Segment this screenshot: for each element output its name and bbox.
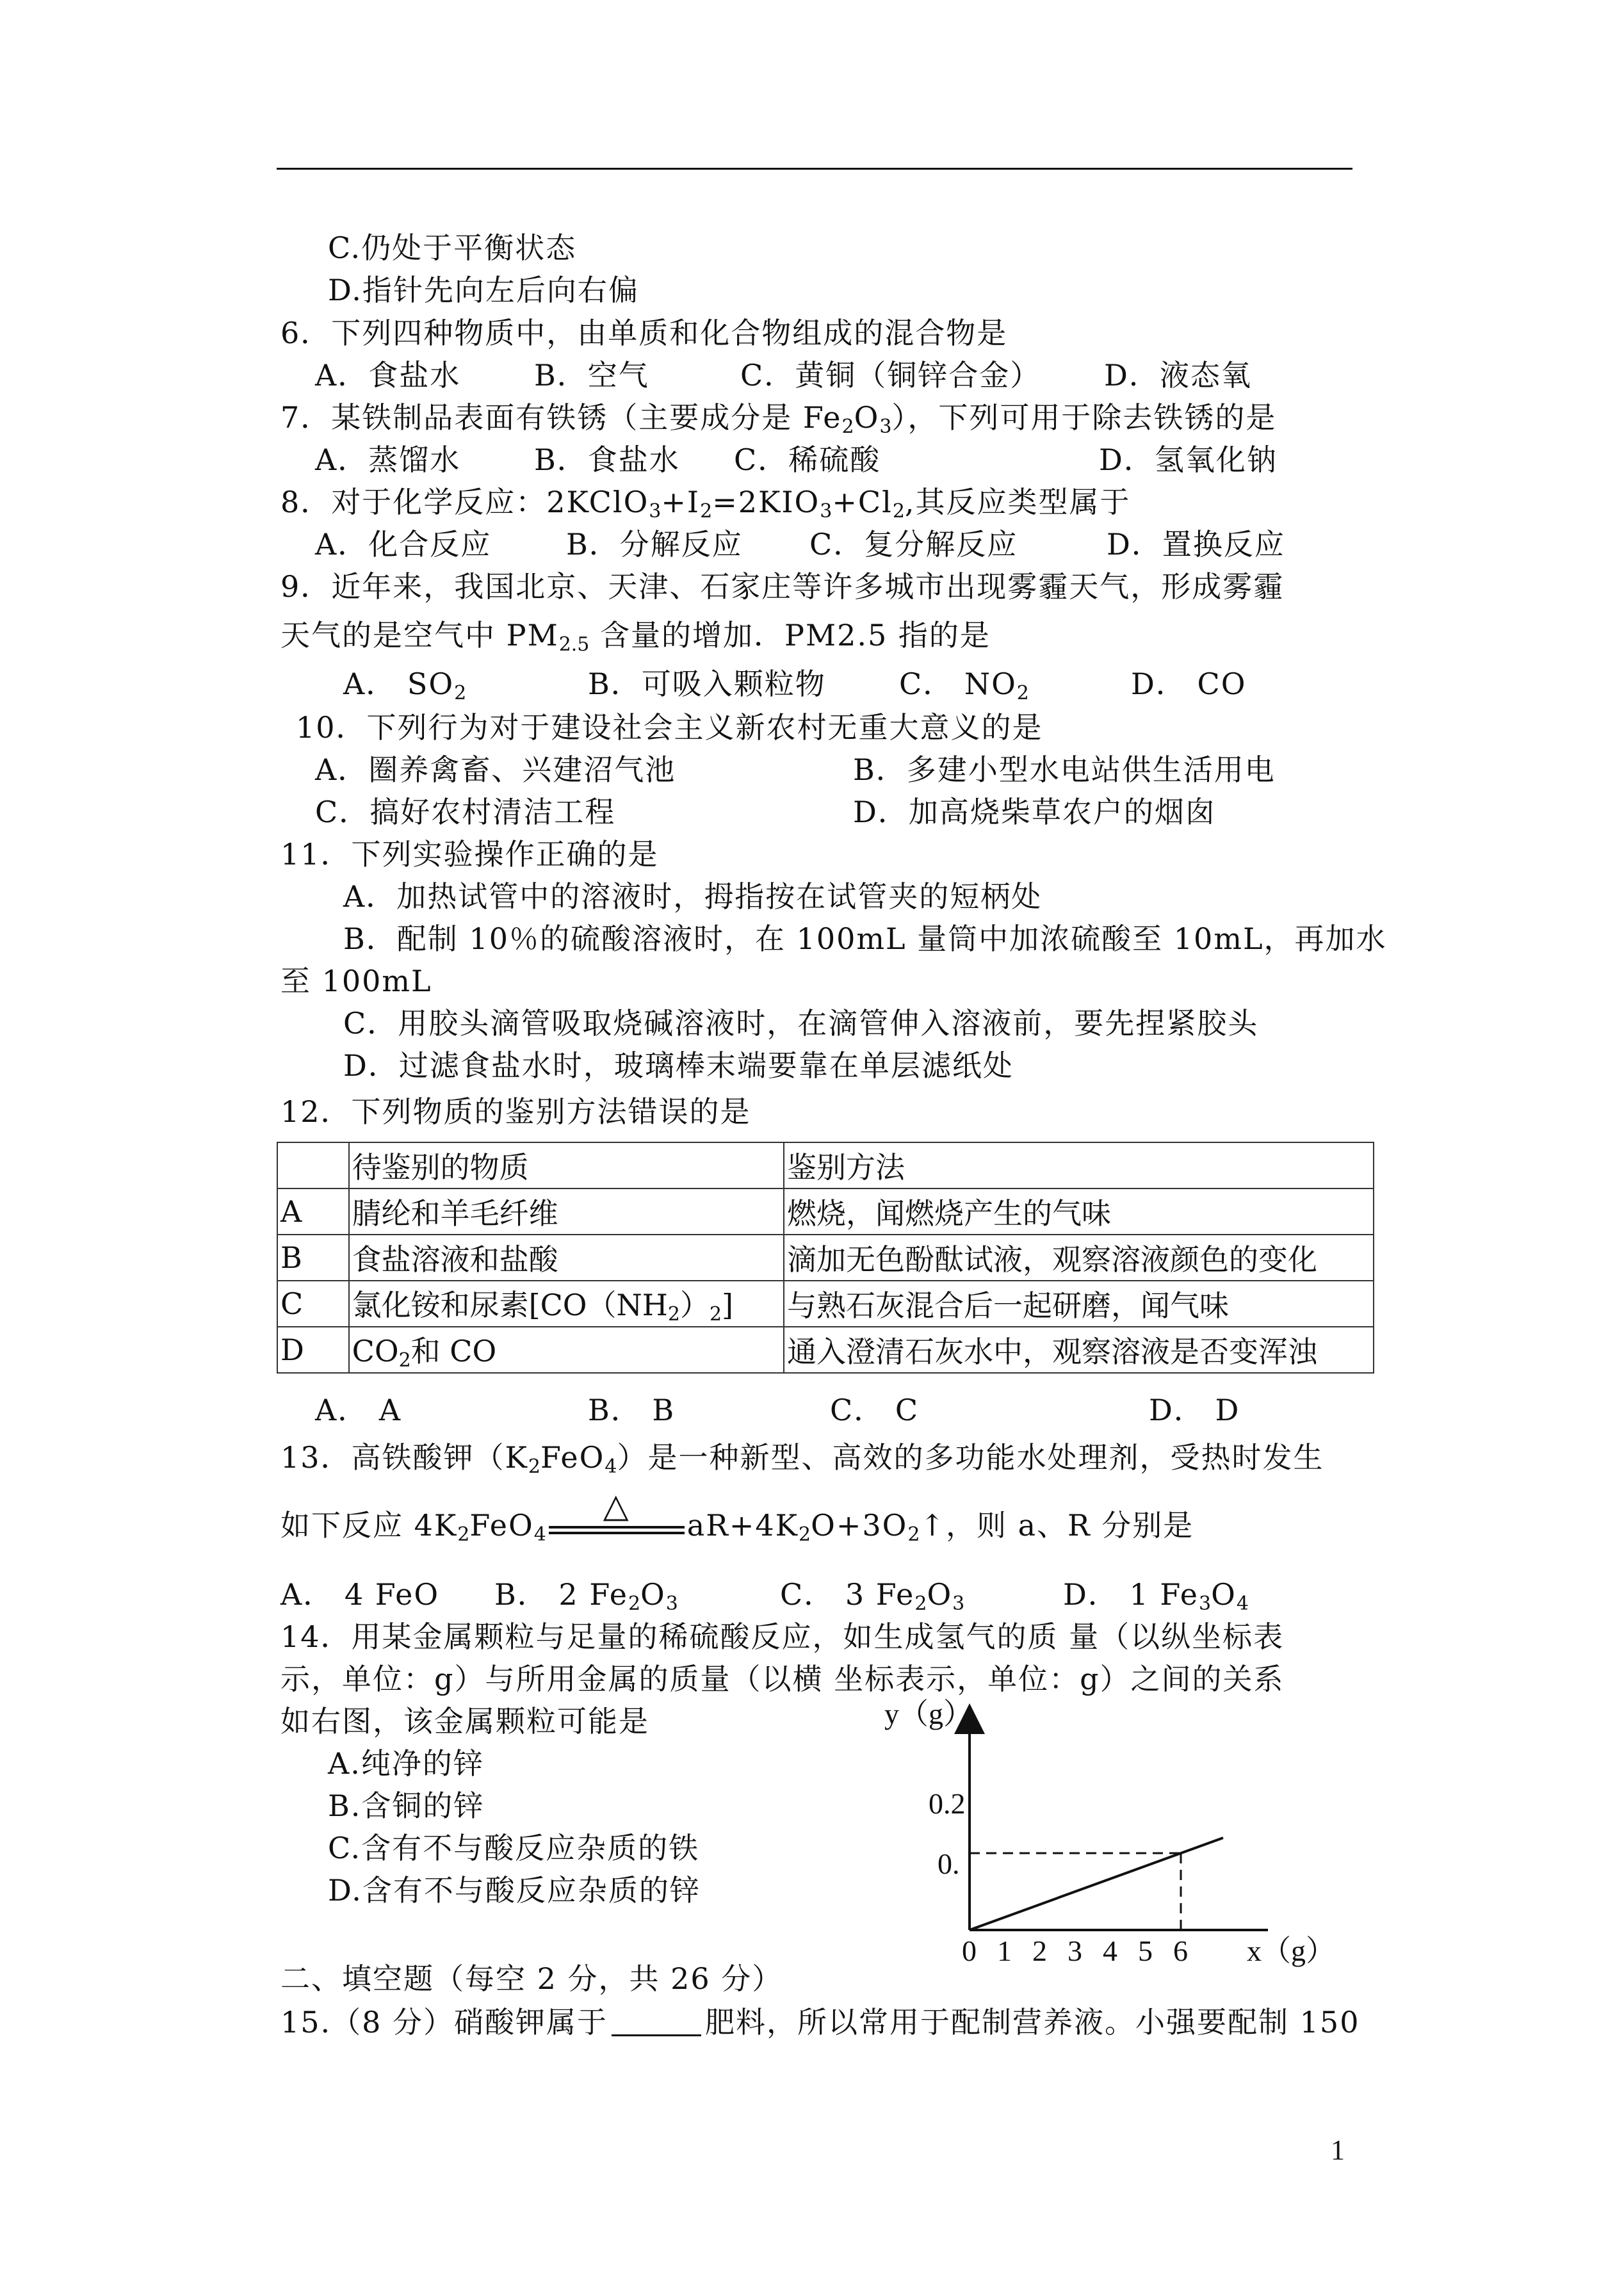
q8-option-b: B．分解反应 (566, 527, 743, 562)
x-tick-labels (962, 1934, 1188, 1967)
section-2-title: 二、填空题（每空 2 分，共 26 分） (280, 1961, 783, 1996)
table-cell-substance: 食盐溶液和盐酸 (349, 1235, 784, 1281)
y-tick-label: 0.2 (929, 1787, 966, 1820)
q13-stem-1: 13．高铁酸钾$(K_2FeO_4)$是一种新型、高效的多功能水处理剂，受热时发生 (280, 1440, 1324, 1478)
q6-option-b: B．空气 (534, 358, 649, 393)
x-tick-label: 5 (1138, 1934, 1153, 1967)
q14-stem-3: 如右图，该金属颗粒可能是 (280, 1704, 649, 1739)
q7-options (315, 441, 1278, 479)
q5-option-c: C.仍处于平衡状态 (328, 231, 577, 265)
q8-stem: 8．对于化学反应：$2KClO_3+I_2=2KIO_3+Cl_2$,其反应类型属于 (280, 485, 1131, 523)
table-cell (277, 1142, 349, 1188)
q14-option-c: C.含有不与酸反应杂质的铁 (328, 1831, 700, 1865)
q6-stem: 6．下列四种物质中，由单质和化合物组成的混合物是 (280, 316, 1008, 350)
header-rule (277, 168, 1352, 170)
q6-option-a: A．食盐水 (315, 358, 461, 393)
table-cell-method: 燃烧，闻燃烧产生的气味 (784, 1188, 1374, 1235)
q11-option-a: A．加热试管中的溶液时，拇指按在试管夹的短柄处 (343, 879, 1043, 914)
q11-option-c: C．用胶头滴管吸取烧碱溶液时，在滴管伸入溶液前，要先捏紧胶头 (343, 1006, 1259, 1041)
q7-stem: 7．某铁制品表面有铁锈（主要成分是 $Fe_2O_3$），下列可用于除去铁锈的是 (280, 400, 1277, 438)
x-tick-label: 6 (1173, 1934, 1188, 1967)
q10-options-row1 (315, 750, 1276, 789)
table-cell-method: 与熟石灰混合后一起研磨，闻气味 (784, 1281, 1374, 1327)
q10-option-b: B．多建小型水电站供生活用电 (853, 752, 1276, 787)
q9-option-a: A． $SO_2$ (343, 667, 467, 704)
q9-stem-1: 9．近年来，我国北京、天津、石家庄等许多城市出现雾霾天气，形成雾霾 (280, 569, 1285, 604)
q10-stem: 10．下列行为对于建设社会主义新农村无重大意义的是 (296, 710, 1043, 745)
q15-answer-blank[interactable] (612, 2006, 701, 2036)
q9-stem-2: 天气的是空气中 $PM_{2.5}$ 含量的增加．PM2.5 指的是 (280, 618, 991, 656)
x-tick-label: 2 (1032, 1934, 1047, 1967)
table-cell-substance: 氯化铵和尿素$[CO(NH_2)_2]$ (349, 1281, 784, 1327)
chart-series (970, 1838, 1223, 1930)
table-cell-substance: 腈纶和羊毛纤维 (349, 1188, 784, 1235)
table-cell-label: B (277, 1235, 349, 1281)
q14-graph (884, 1697, 1370, 1966)
q6-option-d: D．液态氧 (1104, 358, 1252, 393)
q13-option-c: C． 3 $Fe_2O_3$ (780, 1577, 965, 1615)
q6-option-c: C．黄铜（铜锌合金） (740, 358, 1041, 393)
q6-options (315, 356, 1252, 394)
heat-reaction-arrow (549, 1487, 685, 1545)
q14-option-b: B.含铜的锌 (328, 1788, 485, 1823)
q14-stem-2: 示，单位：g）与所用金属的质量（以横 坐标表示，单位：g）之间的关系 (280, 1662, 1285, 1696)
y-tick-label: 0. (938, 1847, 960, 1880)
q13-option-a: A． 4 FeO (280, 1577, 440, 1612)
q10-option-d: D．加高烧柴草农户的烟囱 (853, 795, 1216, 829)
q13-stem-2: 如下反应 $4K_2FeO_4$ △ $aR+4K_2O+3O_2↑$，则 a、R 分别是 (280, 1487, 1194, 1546)
table-header-method: 鉴别方法 (784, 1142, 1374, 1188)
q7-option-a: A．蒸馏水 (315, 442, 461, 477)
q8-option-c: C．复分解反应 (809, 527, 1018, 562)
q10-option-a: A．圈养禽畜、兴建沼气池 (315, 752, 676, 787)
heat-symbol-icon: △ (603, 1487, 630, 1525)
x-axis-label: x（g） (1247, 1934, 1335, 1967)
table-cell-method: 滴加无色酚酞试液，观察溶液颜色的变化 (784, 1235, 1374, 1281)
page-number: 1 (1331, 2134, 1345, 2166)
q9-option-d: D． CO (1131, 667, 1247, 701)
q14-option-a: A.纯净的锌 (328, 1746, 484, 1781)
q8-option-d: D．置换反应 (1107, 527, 1285, 562)
q13-option-b: B． 2 $Fe_2O_3$ (494, 1577, 678, 1615)
q12-option-c: C． C (830, 1393, 920, 1427)
q12-option-a: A． A (315, 1393, 402, 1427)
table-cell-method: 通入澄清石灰水中，观察溶液是否变浑浊 (784, 1327, 1374, 1373)
q12-stem: 12．下列物质的鉴别方法错误的是 (280, 1094, 751, 1129)
q8-option-a: A．化合反应 (315, 527, 492, 562)
q14-option-d: D.含有不与酸反应杂质的锌 (328, 1873, 701, 1908)
table-cell-label: A (277, 1188, 349, 1235)
x-tick-label: 1 (997, 1934, 1012, 1967)
table-row (277, 1327, 1374, 1373)
q12-table (277, 1142, 1374, 1374)
q12-option-b: B． B (588, 1393, 676, 1427)
q10-option-c: C．搞好农村清洁工程 (315, 795, 616, 829)
q14-stem-1: 14．用某金属颗粒与足量的稀硫酸反应，如生成氢气的质 量（以纵坐标表 (280, 1619, 1285, 1654)
table-header-row (277, 1142, 1374, 1188)
table-row (277, 1235, 1374, 1281)
x-tick-label: 4 (1103, 1934, 1117, 1967)
q9-option-b: B．可吸入颗粒物 (588, 667, 826, 701)
x-tick-label: 3 (1068, 1934, 1082, 1967)
q13-option-d: D． 1 $Fe_3O_4$ (1063, 1577, 1249, 1615)
q11-option-b-1: B．配制 10％的硫酸溶液时，在 100mL 量筒中加浓硫酸至 10mL，再加水 (343, 921, 1387, 956)
q7-option-c: C．稀硫酸 (734, 442, 881, 477)
table-cell-substance: $CO_2$和 CO (349, 1327, 784, 1373)
table-row (277, 1281, 1374, 1327)
table-cell-label: C (277, 1281, 349, 1327)
q13-options (280, 1575, 1249, 1623)
table-header-substance: 待鉴别的物质 (349, 1142, 784, 1188)
q7-option-d: D．氢氧化钠 (1099, 442, 1278, 477)
q10-options-row2 (315, 793, 1216, 831)
y-axis-label: y（g） (884, 1698, 973, 1730)
q9-options (343, 665, 1246, 713)
q12-option-d: D． D (1149, 1393, 1240, 1427)
q8-options (315, 525, 1285, 564)
q5-option-d: D.指针先向左后向右偏 (328, 273, 639, 307)
q12-options (315, 1391, 1240, 1429)
table-cell-label: D (277, 1327, 349, 1373)
table-row (277, 1188, 1374, 1235)
series-line (970, 1838, 1223, 1930)
q9-option-c: C． $NO_2$ (899, 667, 1029, 704)
q11-option-b-2: 至 100mL (280, 964, 432, 998)
q11-stem: 11．下列实验操作正确的是 (280, 837, 659, 872)
q7-option-b: B．食盐水 (534, 442, 680, 477)
x-tick-label: 0 (962, 1934, 977, 1967)
q11-option-d: D．过滤食盐水时，玻璃棒末端要靠在单层滤纸处 (343, 1048, 1014, 1083)
q15-stem: 15.（8 分）硝酸钾属于 肥料，所以常用于配制营养液。小强要配制 150 (280, 2005, 1360, 2040)
